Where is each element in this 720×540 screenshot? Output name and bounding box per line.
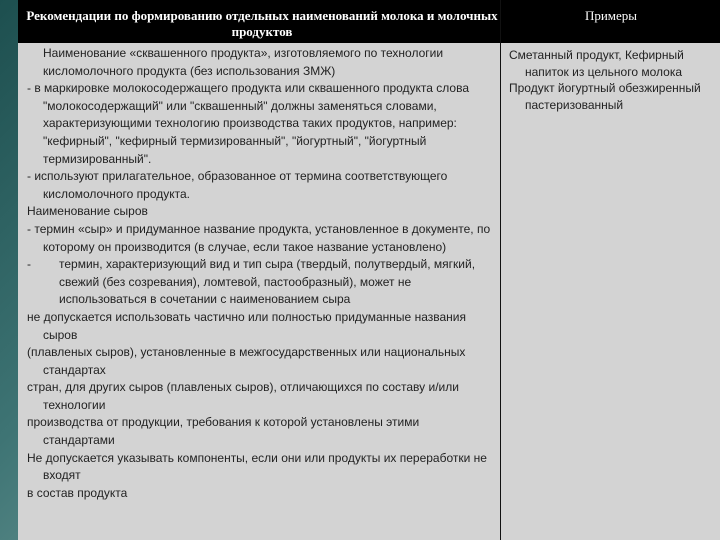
example-item: Сметанный продукт, Кефирный напиток из цельного молока (509, 48, 684, 79)
paragraph-processed-cheese (18, 344, 500, 379)
paragraph-cheese-type (18, 256, 500, 309)
paragraph-text: - используют прилагательное, образованное от термина соответствующего кисломолочного продукта. (27, 169, 448, 201)
header-recommendations: Рекомендации по формированию отдельных наименований молока и молочных продуктов (26, 8, 498, 39)
paragraph-text: стран, для других сыров (плавленых сыров), отличающихся по составу и/или технологии (27, 380, 459, 412)
paragraph-text: производства от продукции, требования к которой установлены этими стандартами (27, 415, 420, 448)
paragraph-cheese-heading (18, 203, 500, 221)
paragraph-cheese-term (18, 221, 500, 256)
recommendations-table (18, 0, 720, 540)
paragraph-marking (18, 80, 500, 168)
table-header (18, 0, 720, 43)
example-item: Продукт йогуртный обезжиренный пастеризованный (509, 81, 701, 112)
paragraph-components (18, 450, 500, 485)
paragraph-text: - термин «сыр» и придуманное название продукта, установленное в документе, по которому он производится (в случае, если такое название установлено) (27, 221, 491, 254)
paragraph-adjective (18, 168, 500, 203)
paragraph-text: Наименование «сквашенного продукта», изготовляемого по технологии кисломолочного продукта (без использования ЗМЖ) (43, 46, 444, 78)
paragraph-other-countries (18, 379, 500, 414)
examples-column (501, 45, 720, 540)
paragraph-composition (18, 485, 500, 503)
paragraph-text: Не допускается указывать компоненты, если они или продукты их переработки не входят (27, 450, 487, 483)
paragraph-text: Наименование сыров (27, 204, 148, 219)
paragraph-text: не допускается использовать частично или полностью придуманные названия сыров (27, 309, 466, 342)
paragraph-text: термин, характеризующий вид и тип сыра (твердый, полутвердый, мягкий, свежий (без созревания), ломтевой, пастообразный), может не использоваться в сочетании с наименованием сыра (59, 257, 476, 307)
paragraph-text: - в маркировке молокосодержащего продукта или сквашенного продукта слова "молокосодержащий" или "сквашенный" должны заменяться словами, характеризующими технологию производства таких продуктов, например: "кефирный", "кефирный термизированный", "йогуртный", "йогуртный термизированный". (27, 81, 470, 166)
paragraph-text: (плавленых сыров), установленные в межгосударственных или национальных стандартах (27, 345, 466, 377)
paragraph-fermented-name (18, 45, 500, 80)
paragraph-not-allowed (18, 309, 500, 344)
recommendations-column (18, 45, 500, 540)
paragraph-text: в состав продукта (27, 485, 128, 500)
paragraph-production (18, 414, 500, 449)
dash-marker: - (27, 257, 31, 272)
header-examples: Примеры (584, 8, 638, 23)
